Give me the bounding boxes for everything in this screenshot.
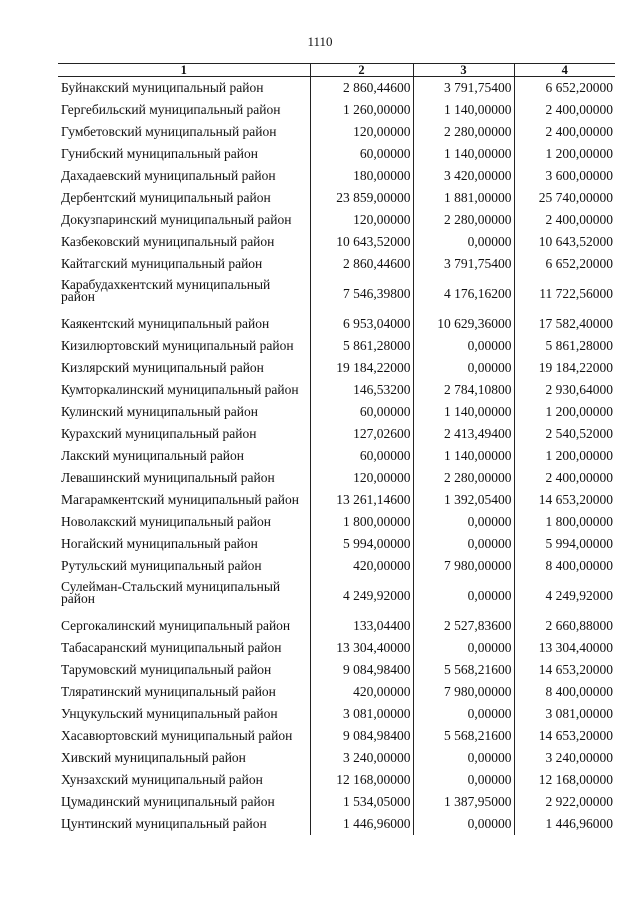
district-name-cell: Кумторкалинский муниципальный район — [61, 382, 299, 397]
value-col2-cell: 146,53200 — [310, 379, 413, 401]
value-col4-cell: 2 400,00000 — [514, 99, 615, 121]
table-row — [58, 231, 615, 253]
table-row — [58, 379, 615, 401]
column-header-4: 4 — [514, 64, 615, 77]
value-col2-cell: 23 859,00000 — [310, 187, 413, 209]
value-col3-cell: 2 280,00000 — [413, 121, 514, 143]
table-row — [58, 681, 615, 703]
value-col2-cell: 5 861,28000 — [310, 335, 413, 357]
value-col2-cell: 9 084,98400 — [310, 659, 413, 681]
table-row — [58, 769, 615, 791]
column-header-1: 1 — [58, 64, 310, 77]
district-name-cell: Гунибский муниципальный район — [61, 146, 258, 161]
value-col2-cell: 60,00000 — [310, 143, 413, 165]
table-row — [58, 357, 615, 379]
value-col4-cell: 5 861,28000 — [514, 335, 615, 357]
table-row — [58, 725, 615, 747]
table-row — [58, 791, 615, 813]
table-row — [58, 813, 615, 835]
district-name-cell: Карабудахкентский муниципальный район — [61, 277, 271, 304]
table-row — [58, 533, 615, 555]
district-name-cell: Буйнакский муниципальный район — [61, 80, 264, 95]
value-col3-cell: 1 140,00000 — [413, 143, 514, 165]
table-row — [58, 275, 615, 313]
value-col4-cell: 2 400,00000 — [514, 209, 615, 231]
value-col4-cell: 19 184,22000 — [514, 357, 615, 379]
table-row — [58, 703, 615, 725]
value-col4-cell: 8 400,00000 — [514, 555, 615, 577]
value-col3-cell: 0,00000 — [413, 231, 514, 253]
district-name-cell: Ногайский муниципальный район — [61, 536, 258, 551]
value-col3-cell: 2 784,10800 — [413, 379, 514, 401]
value-col3-cell: 0,00000 — [413, 335, 514, 357]
value-col4-cell: 6 652,20000 — [514, 253, 615, 275]
district-name-cell: Кайтагский муниципальный район — [61, 256, 263, 271]
table-row — [58, 253, 615, 275]
value-col3-cell: 4 176,16200 — [413, 275, 514, 313]
value-col2-cell: 4 249,92000 — [310, 577, 413, 615]
value-col3-cell: 2 280,00000 — [413, 209, 514, 231]
value-col4-cell: 2 930,64000 — [514, 379, 615, 401]
table-row — [58, 577, 615, 615]
table-row — [58, 99, 615, 121]
value-col3-cell: 0,00000 — [413, 533, 514, 555]
value-col3-cell: 1 392,05400 — [413, 489, 514, 511]
district-name-cell: Каякентский муниципальный район — [61, 316, 270, 331]
district-name-cell: Дербентский муниципальный район — [61, 190, 271, 205]
value-col2-cell: 19 184,22000 — [310, 357, 413, 379]
table-row — [58, 467, 615, 489]
value-col2-cell: 60,00000 — [310, 401, 413, 423]
value-col2-cell: 7 546,39800 — [310, 275, 413, 313]
page-number: 1110 — [307, 34, 333, 49]
value-col4-cell: 25 740,00000 — [514, 187, 615, 209]
value-col3-cell: 2 280,00000 — [413, 467, 514, 489]
table-header — [58, 64, 615, 77]
value-col2-cell: 9 084,98400 — [310, 725, 413, 747]
value-col2-cell: 2 860,44600 — [310, 77, 413, 100]
value-col3-cell: 1 140,00000 — [413, 445, 514, 467]
table-row — [58, 659, 615, 681]
table-body — [58, 77, 615, 836]
table-row — [58, 423, 615, 445]
value-col4-cell: 4 249,92000 — [514, 577, 615, 615]
value-col2-cell: 420,00000 — [310, 555, 413, 577]
table-row — [58, 615, 615, 637]
value-col4-cell: 12 168,00000 — [514, 769, 615, 791]
table-row — [58, 335, 615, 357]
district-name-cell: Хунзахский муниципальный район — [61, 772, 263, 787]
value-col3-cell: 0,00000 — [413, 511, 514, 533]
table-row — [58, 511, 615, 533]
value-col2-cell: 420,00000 — [310, 681, 413, 703]
value-col3-cell: 0,00000 — [413, 813, 514, 835]
value-col4-cell: 5 994,00000 — [514, 533, 615, 555]
value-col2-cell: 1 260,00000 — [310, 99, 413, 121]
value-col3-cell: 3 791,75400 — [413, 253, 514, 275]
value-col3-cell: 7 980,00000 — [413, 555, 514, 577]
value-col3-cell: 0,00000 — [413, 703, 514, 725]
value-col2-cell: 120,00000 — [310, 121, 413, 143]
table-row — [58, 187, 615, 209]
table-row — [58, 209, 615, 231]
value-col3-cell: 1 881,00000 — [413, 187, 514, 209]
value-col4-cell: 2 540,52000 — [514, 423, 615, 445]
district-name-cell: Магарамкентский муниципальный район — [61, 492, 299, 507]
district-name-cell: Цумадинский муниципальный район — [61, 794, 275, 809]
district-name-cell: Унцукульский муниципальный район — [61, 706, 278, 721]
value-col2-cell: 60,00000 — [310, 445, 413, 467]
district-name-cell: Докузпаринский муниципальный район — [61, 212, 292, 227]
value-col2-cell: 5 994,00000 — [310, 533, 413, 555]
table-row — [58, 77, 615, 100]
district-name-cell: Хасавюртовский муниципальный район — [61, 728, 293, 743]
value-col2-cell: 1 800,00000 — [310, 511, 413, 533]
column-header-3: 3 — [413, 64, 514, 77]
value-col4-cell: 14 653,20000 — [514, 489, 615, 511]
table-row — [58, 165, 615, 187]
value-col3-cell: 1 387,95000 — [413, 791, 514, 813]
table-row — [58, 555, 615, 577]
value-col3-cell: 0,00000 — [413, 637, 514, 659]
value-col2-cell: 12 168,00000 — [310, 769, 413, 791]
district-name-cell: Лакский муниципальный район — [61, 448, 245, 463]
value-col4-cell: 14 653,20000 — [514, 725, 615, 747]
value-col3-cell: 5 568,21600 — [413, 725, 514, 747]
value-col4-cell: 2 660,88000 — [514, 615, 615, 637]
table-row — [58, 121, 615, 143]
value-col2-cell: 133,04400 — [310, 615, 413, 637]
value-col3-cell: 10 629,36000 — [413, 313, 514, 335]
column-header-2: 2 — [310, 64, 413, 77]
table-row — [58, 401, 615, 423]
table-row — [58, 637, 615, 659]
district-name-cell: Левашинский муниципальный район — [61, 470, 275, 485]
value-col4-cell: 13 304,40000 — [514, 637, 615, 659]
value-col4-cell: 14 653,20000 — [514, 659, 615, 681]
value-col2-cell: 127,02600 — [310, 423, 413, 445]
district-name-cell: Сергокалинский муниципальный район — [61, 618, 291, 633]
value-col2-cell: 3 081,00000 — [310, 703, 413, 725]
value-col4-cell: 6 652,20000 — [514, 77, 615, 100]
value-col4-cell: 17 582,40000 — [514, 313, 615, 335]
value-col3-cell: 0,00000 — [413, 357, 514, 379]
value-col2-cell: 6 953,04000 — [310, 313, 413, 335]
header-row — [58, 64, 615, 77]
value-col3-cell: 3 420,00000 — [413, 165, 514, 187]
table-row — [58, 313, 615, 335]
district-name-cell: Сулейман-Стальский муниципальный район — [61, 579, 281, 606]
district-name-cell: Цунтинский муниципальный район — [61, 816, 267, 831]
district-name-cell: Рутульский муниципальный район — [61, 558, 262, 573]
value-col2-cell: 180,00000 — [310, 165, 413, 187]
value-col3-cell: 7 980,00000 — [413, 681, 514, 703]
value-col2-cell: 2 860,44600 — [310, 253, 413, 275]
district-name-cell: Курахский муниципальный район — [61, 426, 257, 441]
value-col3-cell: 0,00000 — [413, 769, 514, 791]
value-col3-cell: 0,00000 — [413, 747, 514, 769]
table-row — [58, 489, 615, 511]
district-name-cell: Гергебильский муниципальный район — [61, 102, 281, 117]
district-name-cell: Новолакский муниципальный район — [61, 514, 271, 529]
value-col4-cell: 2 922,00000 — [514, 791, 615, 813]
district-name-cell: Тляратинский муниципальный район — [61, 684, 276, 699]
value-col4-cell: 11 722,56000 — [514, 275, 615, 313]
value-col4-cell: 10 643,52000 — [514, 231, 615, 253]
value-col4-cell: 3 240,00000 — [514, 747, 615, 769]
budget-table — [58, 63, 615, 835]
district-name-cell: Табасаранский муниципальный район — [61, 640, 282, 655]
value-col3-cell: 1 140,00000 — [413, 99, 514, 121]
district-name-cell: Хивский муниципальный район — [61, 750, 246, 765]
district-name-cell: Казбековский муниципальный район — [61, 234, 275, 249]
value-col3-cell: 5 568,21600 — [413, 659, 514, 681]
value-col4-cell: 1 200,00000 — [514, 401, 615, 423]
value-col2-cell: 3 240,00000 — [310, 747, 413, 769]
value-col4-cell: 1 200,00000 — [514, 445, 615, 467]
value-col3-cell: 2 527,83600 — [413, 615, 514, 637]
value-col4-cell: 8 400,00000 — [514, 681, 615, 703]
value-col2-cell: 13 261,14600 — [310, 489, 413, 511]
district-name-cell: Дахадаевский муниципальный район — [61, 168, 276, 183]
value-col2-cell: 1 534,05000 — [310, 791, 413, 813]
value-col4-cell: 3 081,00000 — [514, 703, 615, 725]
value-col2-cell: 120,00000 — [310, 467, 413, 489]
district-name-cell: Кизлярский муниципальный район — [61, 360, 264, 375]
table-row — [58, 143, 615, 165]
district-name-cell: Кулинский муниципальный район — [61, 404, 258, 419]
value-col3-cell: 1 140,00000 — [413, 401, 514, 423]
value-col2-cell: 1 446,96000 — [310, 813, 413, 835]
district-name-cell: Тарумовский муниципальный район — [61, 662, 272, 677]
value-col3-cell: 2 413,49400 — [413, 423, 514, 445]
value-col2-cell: 120,00000 — [310, 209, 413, 231]
value-col4-cell: 2 400,00000 — [514, 121, 615, 143]
district-name-cell: Гумбетовский муниципальный район — [61, 124, 277, 139]
value-col3-cell: 3 791,75400 — [413, 77, 514, 100]
value-col2-cell: 10 643,52000 — [310, 231, 413, 253]
value-col4-cell: 1 800,00000 — [514, 511, 615, 533]
value-col4-cell: 1 200,00000 — [514, 143, 615, 165]
table-row — [58, 445, 615, 467]
value-col4-cell: 2 400,00000 — [514, 467, 615, 489]
value-col4-cell: 1 446,96000 — [514, 813, 615, 835]
district-name-cell: Кизилюртовский муниципальный район — [61, 338, 294, 353]
table-row — [58, 747, 615, 769]
value-col2-cell: 13 304,40000 — [310, 637, 413, 659]
value-col4-cell: 3 600,00000 — [514, 165, 615, 187]
value-col3-cell: 0,00000 — [413, 577, 514, 615]
